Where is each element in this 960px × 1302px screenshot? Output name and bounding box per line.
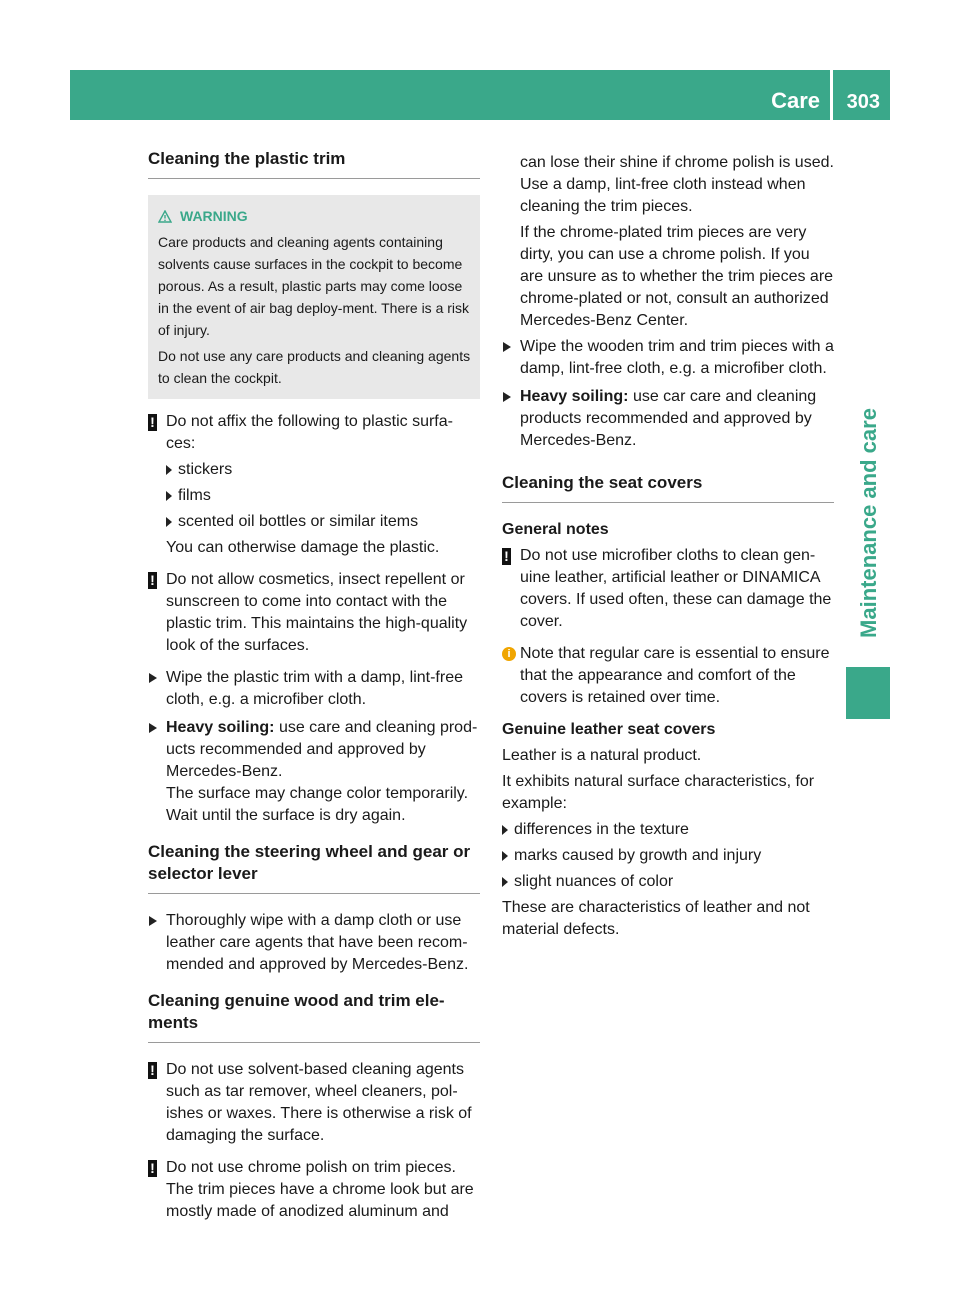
step-note: The surface may change color temporarily. [166, 785, 469, 802]
step-item [148, 717, 480, 827]
warning-title [158, 205, 472, 227]
step-arrow-icon [149, 673, 157, 683]
paragraph: Leather is a natural product. [502, 747, 702, 764]
step-text: Wipe the plastic trim with a damp, lint-free cloth, e.g. a microfiber cloth. [166, 669, 463, 708]
paragraph: can lose their shine if chrome polish is used. Use a damp, lint-free cloth instead when cleaning the trim pieces. [520, 154, 834, 215]
paragraph: These are characteristics of leather and not material defects. [502, 899, 810, 938]
notice-item [502, 545, 834, 633]
step-text: use care and cleaning prod-ucts recommended and approved by Mercedes-Benz. [166, 719, 478, 780]
step-text: Thoroughly wipe with a damp cloth or use leather care agents that have been recom-mended and approved by Mercedes-Benz. [166, 912, 469, 973]
section-title-steering: Cleaning the steering wheel and gear or selector lever [148, 841, 480, 894]
subsection-title-leather: Genuine leather seat covers [502, 721, 716, 738]
step-arrow-icon [503, 392, 511, 402]
warning-triangle-icon [158, 210, 172, 223]
notice-text: Do not allow cosmetics, insect repellent or sunscreen to come into contact with the plastic trim. This maintains the high-quality look of the surfaces. [166, 571, 468, 654]
paragraph: It exhibits natural surface characteristics, for example: [502, 773, 815, 812]
info-icon: i [502, 647, 516, 661]
step-item [148, 667, 480, 711]
right-column [502, 152, 834, 945]
warning-label: WARNING [180, 208, 248, 224]
left-column [148, 148, 480, 1233]
step-item [502, 336, 834, 380]
warning-box [148, 195, 480, 399]
step-bold-label: Heavy soiling: [520, 388, 629, 405]
bullet-item: slight nuances of color [502, 871, 834, 893]
paragraph: If the chrome-plated trim pieces are very dirty, you can use a chrome polish. If you are unsure as to whether the trim pieces are chrome-plated or not, consult an authorized Mercedes-Benz Center. [520, 224, 834, 329]
bullet-list [166, 459, 480, 533]
step-note: Wait until the surface is dry again. [166, 807, 406, 824]
header-divider [830, 70, 833, 120]
notice-item [148, 569, 480, 657]
bullet-item: differences in the texture [502, 819, 834, 841]
side-tab-marker [846, 667, 890, 719]
bullet-item: films [166, 485, 480, 507]
page-header-bar [70, 70, 890, 120]
notice-item [148, 1157, 480, 1223]
step-item [148, 910, 480, 976]
warning-text: Care products and cleaning agents containing solvents cause surfaces in the cockpit to become porous. As a result, plastic parts may come loose in the event of air bag deploy-ment. There is a risk of injury. [158, 234, 470, 338]
step-text: use car care and cleaning products recommended and approved by Mercedes-Benz. [520, 388, 817, 449]
step-text: Wipe the wooden trim and trim pieces with a damp, lint-free cloth, e.g. a microfiber cloth. [520, 338, 834, 377]
info-text: Note that regular care is essential to ensure that the appearance and comfort of the covers is retained over time. [520, 645, 830, 706]
notice-text: Do not affix the following to plastic surfa-ces: [166, 413, 453, 452]
bullet-item: marks caused by growth and injury [502, 845, 834, 867]
bullet-item: stickers [166, 459, 480, 481]
info-item [502, 643, 834, 709]
notice-item [148, 411, 480, 559]
exclamation-icon: ! [148, 1160, 157, 1177]
side-tab [846, 393, 892, 653]
exclamation-icon: ! [148, 414, 157, 431]
bullet-list [502, 819, 834, 893]
warning-text: Do not use any care products and cleaning agents to clean the cockpit. [158, 348, 471, 386]
section-title-wood: Cleaning genuine wood and trim ele-ments [148, 990, 480, 1043]
notice-text: Do not use solvent-based cleaning agents such as tar remover, wheel cleaners, pol-ishes or waxes. There is otherwise a risk of damaging the surface. [166, 1061, 472, 1144]
notice-text: You can otherwise damage the plastic. [166, 539, 440, 556]
subsection-title-general: General notes [502, 521, 609, 538]
notice-text: Do not use chrome polish on trim pieces. The trim pieces have a chrome look but are mostly made of anodized aluminum and [166, 1159, 474, 1220]
page-number: 303 [846, 91, 880, 113]
side-tab-label: Maintenance and care [856, 408, 881, 638]
notice-item [148, 1059, 480, 1147]
exclamation-icon: ! [148, 1062, 157, 1079]
step-bold-label: Heavy soiling: [166, 719, 275, 736]
header-section-title: Care [771, 88, 820, 113]
exclamation-icon: ! [502, 548, 511, 565]
bullet-item: scented oil bottles or similar items [166, 511, 480, 533]
step-item [502, 386, 834, 452]
section-title-seat-covers: Cleaning the seat covers [502, 472, 834, 503]
section-title-plastic-trim: Cleaning the plastic trim [148, 148, 480, 179]
exclamation-icon: ! [148, 572, 157, 589]
step-arrow-icon [149, 916, 157, 926]
notice-text: Do not use microfiber cloths to clean gen-uine leather, artificial leather or DINAMICA covers. If used often, these can damage the cover. [520, 547, 832, 630]
step-arrow-icon [149, 723, 157, 733]
step-arrow-icon [503, 342, 511, 352]
